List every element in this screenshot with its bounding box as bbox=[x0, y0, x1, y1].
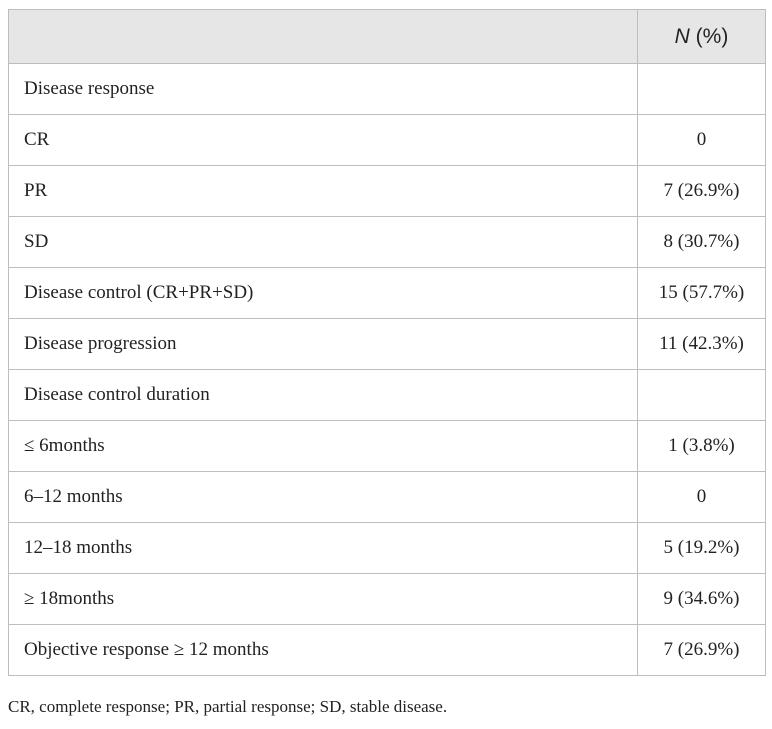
table-row bbox=[9, 523, 766, 574]
row-value: 8 (30.7%) bbox=[638, 217, 766, 268]
row-value: 1 (3.8%) bbox=[638, 421, 766, 472]
table-row bbox=[9, 625, 766, 676]
table-row bbox=[9, 472, 766, 523]
table-row bbox=[9, 115, 766, 166]
row-value: 0 bbox=[638, 115, 766, 166]
table-row bbox=[9, 421, 766, 472]
row-label: Disease control (CR+PR+SD) bbox=[9, 268, 638, 319]
table-row bbox=[9, 370, 766, 421]
table-row bbox=[9, 166, 766, 217]
row-value: 15 (57.7%) bbox=[638, 268, 766, 319]
row-label: SD bbox=[9, 217, 638, 268]
row-label: Disease response bbox=[9, 64, 638, 115]
response-table bbox=[8, 9, 766, 676]
row-label: CR bbox=[9, 115, 638, 166]
row-label: 12–18 months bbox=[9, 523, 638, 574]
table-row bbox=[9, 217, 766, 268]
row-value bbox=[638, 64, 766, 115]
table-row bbox=[9, 319, 766, 370]
header-value-cell bbox=[638, 10, 766, 64]
row-value: 5 (19.2%) bbox=[638, 523, 766, 574]
row-label: Disease progression bbox=[9, 319, 638, 370]
header-row bbox=[9, 10, 766, 64]
row-label: PR bbox=[9, 166, 638, 217]
row-label: ≥ 18months bbox=[9, 574, 638, 625]
row-value: 7 (26.9%) bbox=[638, 625, 766, 676]
row-value: 9 (34.6%) bbox=[638, 574, 766, 625]
row-value: 0 bbox=[638, 472, 766, 523]
row-value: 7 (26.9%) bbox=[638, 166, 766, 217]
row-label: ≤ 6months bbox=[9, 421, 638, 472]
table-row bbox=[9, 64, 766, 115]
row-label: 6–12 months bbox=[9, 472, 638, 523]
table-footnote: CR, complete response; PR, partial response; SD, stable disease. bbox=[8, 697, 448, 716]
table-row bbox=[9, 574, 766, 625]
row-value: 11 (42.3%) bbox=[638, 319, 766, 370]
row-label: Objective response ≥ 12 months bbox=[9, 625, 638, 676]
table-row bbox=[9, 268, 766, 319]
header-percent: (%) bbox=[689, 24, 729, 48]
header-n-symbol: N bbox=[674, 24, 690, 48]
row-value bbox=[638, 370, 766, 421]
header-label-cell bbox=[9, 10, 638, 64]
row-label: Disease control duration bbox=[9, 370, 638, 421]
